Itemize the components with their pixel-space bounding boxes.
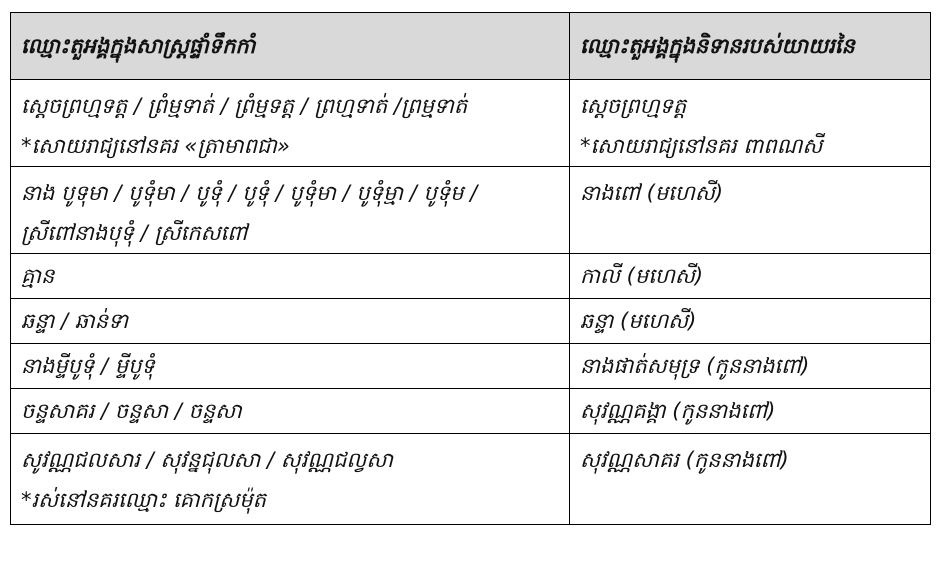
cell-text-line: នាងម្ទីបូទុំ / ម្ទីបូទុំ (21, 354, 155, 378)
cell-text-line: គ្មាន (21, 264, 55, 288)
character-name-table-container (10, 12, 930, 525)
table-cell-folktale (570, 299, 931, 344)
cell-text-line: *រស់នៅនគរឈ្មោះ គោកស្រម៉ុត (21, 488, 266, 512)
cell-text-line: ស្រីពៅនាងបុទុំ / ស្រីកេសពៅ (21, 221, 248, 245)
table-cell-folktale (570, 80, 931, 167)
table-cell-inscription (11, 434, 570, 525)
table-row (11, 434, 931, 525)
cell-text-line: ឆន្ទា (មហេសី) (580, 309, 697, 333)
cell-text-line: នាងពៅ (មហេសី) (580, 181, 724, 205)
cell-text-line: កាលី (មហេសី) (580, 264, 704, 288)
table-cell-folktale (570, 344, 931, 389)
cell-text-line: សុវណ្ណគង្គា (កូននាងពៅ) (580, 399, 776, 423)
table-row (11, 389, 931, 434)
cell-text-line: ឆន្ទា / ឆាន់ទា (21, 309, 129, 333)
cell-text-line: *សោយរាជ្យនៅនគរ ពាពណសី (580, 134, 823, 158)
cell-text-line: នាងផាត់សមុទ្រ (កូននាងពៅ) (580, 354, 810, 378)
cell-text-line: សូវណ្ណជលសារ / សុវន្នជុលសា / សុវណ្ណជល្វសា (21, 448, 394, 472)
table-cell-folktale (570, 434, 931, 525)
table-cell-inscription (11, 344, 570, 389)
table-cell-folktale (570, 254, 931, 299)
table-cell-inscription (11, 299, 570, 344)
cell-text-line: ស្ដេចព្រហ្មទត្ត (580, 94, 687, 118)
table-cell-inscription (11, 167, 570, 254)
table-row (11, 299, 931, 344)
table-header-row (11, 13, 931, 80)
table-cell-folktale (570, 389, 931, 434)
table-row (11, 167, 931, 254)
header-inscription-names: ឈ្មោះតួអង្គក្នុងសាស្ត្រផ្ទាំទឹកកាំ (11, 13, 570, 80)
table-cell-inscription (11, 80, 570, 167)
table-row (11, 80, 931, 167)
cell-text-line: *សោយរាជ្យនៅនគរ «ត្រាមាពជា» (21, 134, 290, 158)
cell-text-line: ចន្ទសាគរ / ចន្ទសា / ចន្ទសា (21, 399, 242, 423)
cell-text-line: ស្ដេចព្រហ្មទត្ត / ព្រំម្មទាត់ / ព្រំម្មទត្ត / ព្រហ្មទាត់ /ព្រម្មទាត់ (21, 94, 468, 118)
cell-text-line: នាង បូទុមា / បូទុំមា / បូទុំ / បូទុំ / បូទុំមា / បូទុំម្មា / បូទុំម / (21, 181, 478, 205)
character-name-table (10, 12, 931, 525)
table-cell-folktale (570, 167, 931, 254)
table-row (11, 344, 931, 389)
table-row (11, 254, 931, 299)
cell-text-line: សុវណ្ណសាគរ (កូននាងពៅ) (580, 448, 789, 472)
table-cell-inscription (11, 389, 570, 434)
table-cell-inscription (11, 254, 570, 299)
header-folktale-names: ឈ្មោះតួអង្គក្នុងនិទានរបស់យាយរនៃ (570, 13, 931, 80)
